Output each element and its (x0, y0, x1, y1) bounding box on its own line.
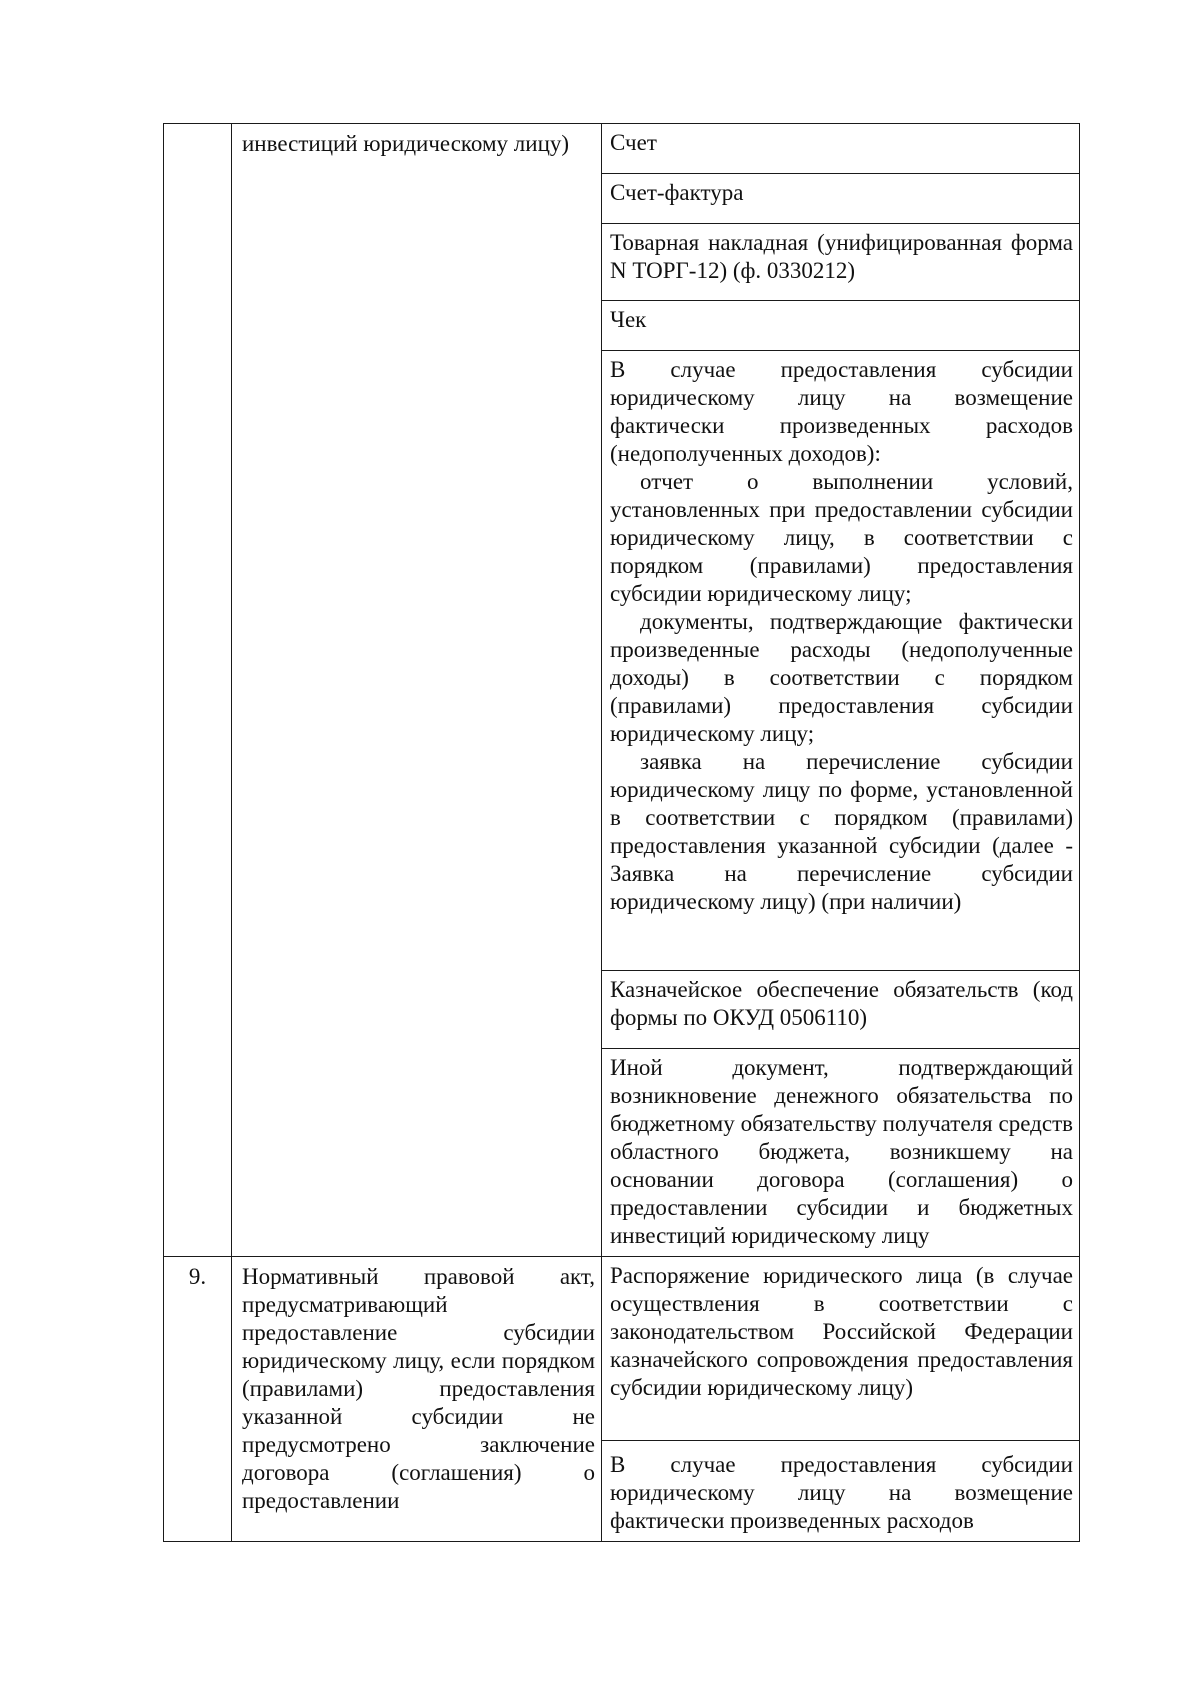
document-table (163, 123, 1080, 1542)
table-row (164, 1257, 1080, 1441)
legal-basis-text: инвестиций юридическому лицу) (242, 131, 570, 156)
table-row (164, 124, 1080, 174)
doc-cell-subsidy-9 (602, 1441, 1080, 1542)
doc-cell-other (602, 1049, 1080, 1257)
doc-other: Иной документ, подтверждающий возникновение денежного обязательства по бюджетному обязательству получателя средств областного бюджета, возникшему на основании договора (соглашения) о предоставлении субсидии и бюджетных инвестиций юридическому лицу (610, 1055, 1073, 1248)
subsidy-item-report: отчет о выполнении условий, установленных при предоставлении субсидии юридическому лицу, в соответствии с порядком (правилами) предоставления субсидии юридическому лицу; (610, 469, 1073, 606)
doc-order: Распоряжение юридического лица (в случае осуществления в соответствии с законодательством Российской Федерации казначейского сопровождения предоставления субсидии юридическому лицу) (610, 1263, 1073, 1400)
number-cell-empty (164, 124, 232, 1257)
subsidy-intro: В случае предоставления субсидии юридическому лицу на возмещение фактически произведенных расходов (недополученных доходов): (610, 357, 1073, 466)
doc-cell-receipt (602, 301, 1080, 351)
subsidy-item-application: заявка на перечисление субсидии юридическому лицу по форме, установленной в соответствии с порядком (правилами) предоставления указанной субсидии (далее - Заявка на перечисление субсидии юридическому лицу) (при наличии) (610, 749, 1073, 914)
subsidy-start-9: В случае предоставления субсидии юридическому лицу на возмещение фактически произведенных расходов (610, 1452, 1073, 1533)
doc-cell-invoice (602, 124, 1080, 174)
doc-cell-treasury (602, 971, 1080, 1049)
legal-basis-cell-9 (232, 1257, 602, 1542)
doc-tax-invoice: Счет-фактура (610, 180, 744, 205)
doc-invoice: Счет (610, 130, 657, 155)
doc-cell-waybill (602, 224, 1080, 301)
doc-cell-order (602, 1257, 1080, 1441)
doc-waybill: Товарная накладная (унифицированная форма N ТОРГ-12) (ф. 0330212) (610, 230, 1073, 283)
subsidy-item-documents: документы, подтверждающие фактически произведенные расходы (недополученные доходы) в соответствии с порядком (правилами) предоставления субсидии юридическому лицу; (610, 609, 1073, 746)
doc-receipt: Чек (610, 307, 647, 332)
legal-basis-text-9: Нормативный правовой акт, предусматривающий предоставление субсидии юридическому лицу, если порядком (правилами) предоставления указанной субсидии не предусмотрено заключение договора (соглашения) о предоставлении (242, 1264, 595, 1513)
legal-basis-cell (232, 124, 602, 1257)
row-number: 9. (188, 1264, 207, 1289)
doc-treasury: Казначейское обеспечение обязательств (код формы по ОКУД 0506110) (610, 977, 1073, 1030)
doc-cell-tax-invoice (602, 174, 1080, 224)
doc-cell-subsidy-reimbursement (602, 351, 1080, 971)
row-number-cell (164, 1257, 232, 1542)
